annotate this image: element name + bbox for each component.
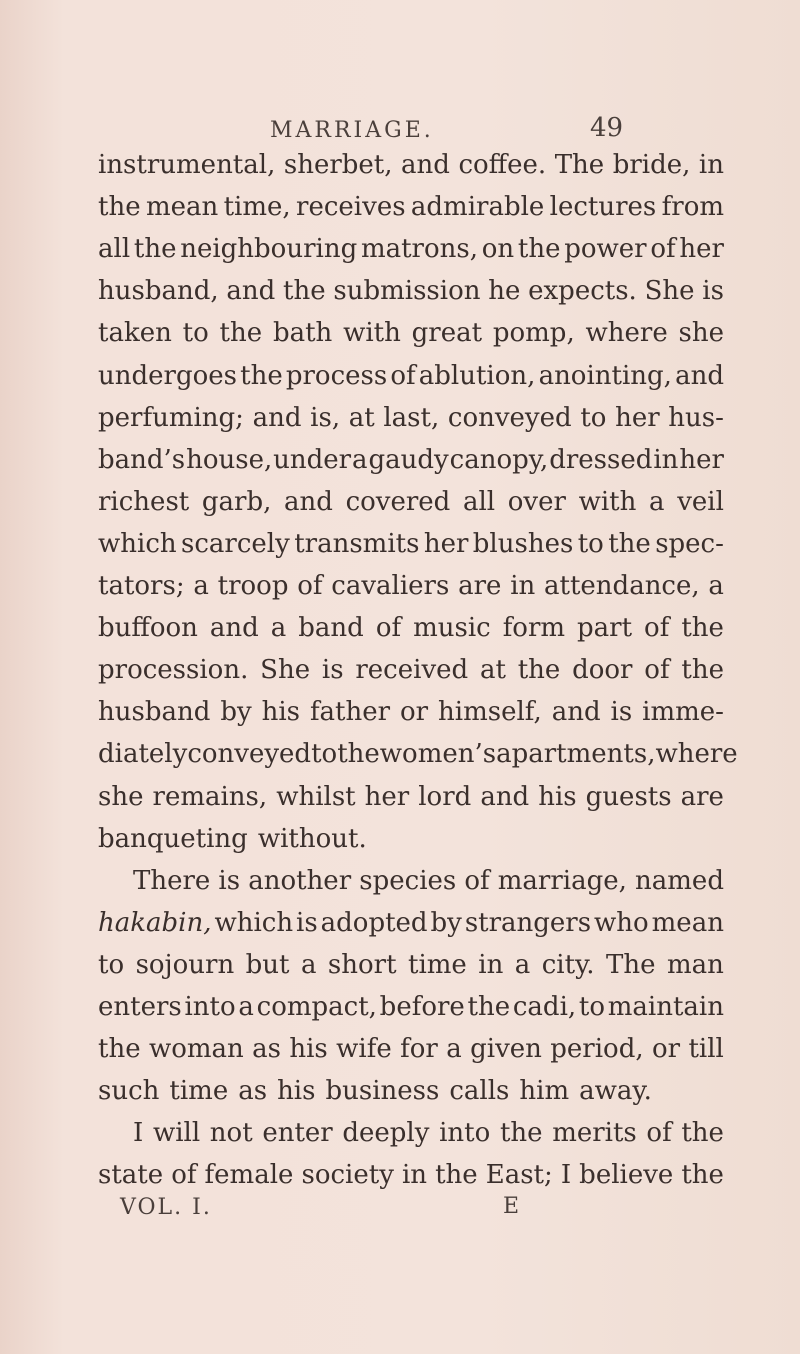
word: for <box>400 1034 438 1065</box>
word: she <box>98 781 144 812</box>
text-line <box>98 571 724 601</box>
word: which <box>214 907 294 938</box>
word: a <box>708 571 724 601</box>
word: last, <box>383 402 440 433</box>
word: received <box>355 655 469 686</box>
word: by <box>430 907 462 938</box>
word: hus- <box>668 402 724 433</box>
word: of <box>375 613 402 644</box>
word: lord <box>418 781 472 812</box>
word: cavaliers <box>331 571 450 601</box>
word: of <box>644 613 670 644</box>
text-line <box>98 445 724 475</box>
word: as <box>252 1034 281 1065</box>
word: undergoes <box>98 360 237 391</box>
word: in <box>653 444 679 475</box>
text-line <box>98 276 724 306</box>
word: anointing, <box>538 360 672 391</box>
word: which <box>98 528 177 559</box>
word: procession. <box>98 655 249 686</box>
word: and <box>675 360 724 391</box>
word: door <box>572 655 633 686</box>
word: guests <box>585 781 672 812</box>
text-line <box>98 192 724 222</box>
word: sojourn <box>135 949 235 980</box>
word: canopy, <box>449 444 549 475</box>
word: a <box>270 613 287 644</box>
word: with <box>578 486 637 517</box>
text-line <box>98 487 724 517</box>
word: is <box>702 276 724 307</box>
word: believe <box>579 1160 674 1191</box>
word: of <box>644 655 670 686</box>
word: into <box>184 992 236 1022</box>
word: the <box>283 276 326 307</box>
word: wife <box>336 1034 392 1065</box>
word: the <box>499 1118 543 1149</box>
word: band <box>298 613 364 644</box>
word: to <box>577 528 604 559</box>
word: not <box>209 1118 253 1149</box>
word: remains, <box>152 781 268 812</box>
word: who <box>594 907 649 938</box>
word: is <box>610 697 633 728</box>
word: calls <box>449 1076 510 1107</box>
word: submission <box>333 276 481 307</box>
word: over <box>507 486 566 517</box>
word: taken <box>98 318 172 349</box>
word: I <box>560 1160 572 1191</box>
text-line <box>98 529 724 559</box>
word: from <box>661 192 724 223</box>
word: his <box>289 1034 328 1065</box>
word: tators; <box>98 571 185 601</box>
word: garb, <box>201 486 272 517</box>
word: time <box>408 949 467 980</box>
text-line <box>98 361 724 391</box>
word: by <box>220 697 252 728</box>
word: marriage, <box>497 865 627 896</box>
word: her <box>423 528 469 559</box>
word: She <box>260 655 311 686</box>
word: power <box>564 234 647 265</box>
word: house, <box>186 444 273 475</box>
word: his <box>261 697 300 728</box>
word: and <box>226 276 276 307</box>
signature-mark: E <box>503 1194 520 1219</box>
word: is <box>218 865 241 896</box>
word: mean <box>145 192 219 223</box>
word: band’s <box>98 444 186 475</box>
word: where <box>655 739 738 770</box>
text-line <box>98 150 724 180</box>
word: the <box>517 655 561 686</box>
word: buffoon <box>98 613 198 644</box>
word: given <box>470 1034 542 1065</box>
word: enter <box>262 1118 333 1149</box>
word: strangers <box>464 907 592 938</box>
word: imme- <box>642 697 724 728</box>
word: at <box>479 655 506 686</box>
word: of <box>646 1118 672 1149</box>
word: troop <box>217 571 289 601</box>
word: matrons, <box>360 234 478 265</box>
word: apartments, <box>496 739 656 770</box>
word: the <box>240 360 283 391</box>
word: ablution, <box>418 360 536 391</box>
text-line <box>98 655 724 685</box>
word: species <box>359 865 457 896</box>
word: with <box>343 318 401 349</box>
word: to <box>98 949 125 980</box>
word: her <box>679 444 724 475</box>
word: I <box>133 1118 144 1149</box>
word: spec- <box>655 528 724 559</box>
word: East; <box>485 1160 553 1191</box>
word: his <box>277 1076 316 1107</box>
word: the <box>608 528 651 559</box>
text-line <box>98 613 724 643</box>
word: of <box>297 571 323 601</box>
word: conveyed <box>447 402 572 433</box>
text-line <box>98 403 724 433</box>
word: conveyed <box>187 739 312 770</box>
word: he <box>488 276 521 307</box>
word: the <box>98 192 141 223</box>
word: city. <box>541 949 595 980</box>
word: form <box>502 613 566 644</box>
word: richest <box>98 486 190 517</box>
word: compact, <box>256 992 377 1022</box>
word: the <box>219 318 263 349</box>
word: hakabin, <box>98 907 212 938</box>
word: are <box>680 781 724 812</box>
word: time <box>169 1076 229 1107</box>
text-line <box>98 697 724 727</box>
word: her <box>679 234 724 265</box>
word: women’s <box>379 739 497 770</box>
word: into <box>439 1118 491 1149</box>
word: state <box>98 1160 164 1191</box>
word: attendance, <box>544 571 700 601</box>
word: husband, <box>98 276 219 307</box>
word: named <box>635 865 724 896</box>
word: is <box>296 907 318 938</box>
word: scarcely <box>181 528 290 559</box>
word: There <box>133 865 211 896</box>
word: a <box>514 949 531 980</box>
word: transmits <box>294 528 420 559</box>
text-line <box>98 1076 724 1106</box>
word: enters <box>98 992 182 1022</box>
word: part <box>577 613 633 644</box>
word: of <box>390 360 416 391</box>
word: a <box>300 949 317 980</box>
word: of <box>464 865 490 896</box>
word: the <box>681 613 724 644</box>
word: and <box>551 697 601 728</box>
word: a <box>193 571 209 601</box>
word: but <box>245 949 290 980</box>
word: the <box>681 1160 724 1191</box>
word: bath <box>272 318 333 349</box>
word: all <box>462 486 496 517</box>
word: mean <box>651 907 724 938</box>
word: woman <box>148 1034 244 1065</box>
word: of <box>171 1160 197 1191</box>
text-line <box>98 318 724 348</box>
text-line <box>98 824 724 854</box>
word: are <box>458 571 502 601</box>
word: coffee. <box>458 150 547 180</box>
word: She <box>644 276 695 307</box>
word: himself, <box>438 697 542 728</box>
word: at <box>348 402 375 433</box>
word: sherbet, <box>283 150 393 180</box>
word: to <box>182 318 209 349</box>
text-line <box>98 234 724 264</box>
word: The <box>606 949 656 980</box>
text-line <box>98 908 724 938</box>
word: under <box>273 444 352 475</box>
word: diately <box>98 739 188 770</box>
word: in <box>401 1160 428 1191</box>
word: away. <box>579 1076 652 1107</box>
word: such <box>98 1076 160 1107</box>
word: his <box>538 781 577 812</box>
text-line <box>98 1034 724 1064</box>
word: or <box>400 697 429 728</box>
running-head: MARRIAGE. <box>270 118 434 143</box>
word: blushes <box>472 528 574 559</box>
word: and <box>284 486 333 517</box>
word: the <box>98 1034 141 1065</box>
word: to <box>580 402 607 433</box>
text-line <box>98 992 724 1022</box>
word: a <box>238 992 254 1022</box>
text-line <box>133 866 724 896</box>
page-number: 49 <box>590 113 624 143</box>
word: another <box>248 865 352 896</box>
word: instrumental, <box>98 150 276 180</box>
word: the <box>467 992 511 1022</box>
word: to <box>578 992 605 1022</box>
word: the <box>337 739 380 770</box>
word: the <box>681 1118 724 1149</box>
word: without. <box>257 823 367 854</box>
word: music <box>413 613 491 644</box>
word: the <box>133 234 177 265</box>
word: female <box>204 1160 294 1191</box>
word: her <box>615 402 660 433</box>
word: father <box>309 697 391 728</box>
word: and <box>401 150 450 180</box>
word: a <box>649 486 665 517</box>
word: maintain <box>607 992 724 1022</box>
word: of <box>650 234 676 265</box>
word: short <box>327 949 397 980</box>
word: veil <box>677 486 724 517</box>
word: or <box>651 1034 681 1065</box>
word: banqueting <box>98 823 248 854</box>
word: and <box>480 781 530 812</box>
word: and <box>209 613 259 644</box>
word: admirable <box>410 192 545 223</box>
text-line <box>98 739 738 770</box>
text-line <box>98 782 724 812</box>
word: to <box>311 739 338 770</box>
text-line <box>98 950 724 980</box>
word: great <box>411 318 483 349</box>
word: The <box>554 150 605 180</box>
word: she <box>678 318 724 349</box>
word: bride, <box>612 150 691 180</box>
word: covered <box>345 486 451 517</box>
word: is, <box>310 402 341 433</box>
word: perfuming; <box>98 402 244 433</box>
word: lectures <box>549 192 657 223</box>
word: will <box>152 1118 201 1149</box>
word: cadi, <box>512 992 577 1022</box>
word: in <box>478 949 504 980</box>
word: time, <box>223 192 291 223</box>
word: before <box>379 992 465 1022</box>
text-line <box>133 1118 724 1148</box>
word: the <box>517 234 561 265</box>
word: business <box>325 1076 440 1107</box>
word: all <box>98 234 131 265</box>
word: a <box>352 444 368 475</box>
word: society <box>301 1160 394 1191</box>
word: as <box>238 1076 268 1107</box>
volume-signature: VOL. I. <box>120 1195 212 1220</box>
word: the <box>435 1160 478 1191</box>
word: is <box>321 655 344 686</box>
text-line <box>98 1160 724 1190</box>
word: the <box>681 655 724 686</box>
word: neighbouring <box>180 234 358 265</box>
word: in <box>698 150 724 180</box>
word: pomp, <box>492 318 575 349</box>
word: dressed <box>549 444 653 475</box>
word: her <box>364 781 410 812</box>
word: adopted <box>320 907 428 938</box>
word: husband <box>98 697 211 728</box>
word: and <box>252 402 302 433</box>
word: till <box>688 1034 724 1065</box>
word: gaudy <box>368 444 449 475</box>
word: in <box>510 571 536 601</box>
word: expects. <box>528 276 637 307</box>
word: him <box>519 1076 570 1107</box>
word: deeply <box>342 1118 430 1149</box>
word: where <box>585 318 668 349</box>
word: receives <box>296 192 406 223</box>
word: process <box>285 360 388 391</box>
word: on <box>481 234 515 265</box>
word: man <box>666 949 724 980</box>
word: merits <box>552 1118 637 1149</box>
word: a <box>446 1034 462 1065</box>
word: whilst <box>276 781 356 812</box>
word: period, <box>550 1034 644 1065</box>
